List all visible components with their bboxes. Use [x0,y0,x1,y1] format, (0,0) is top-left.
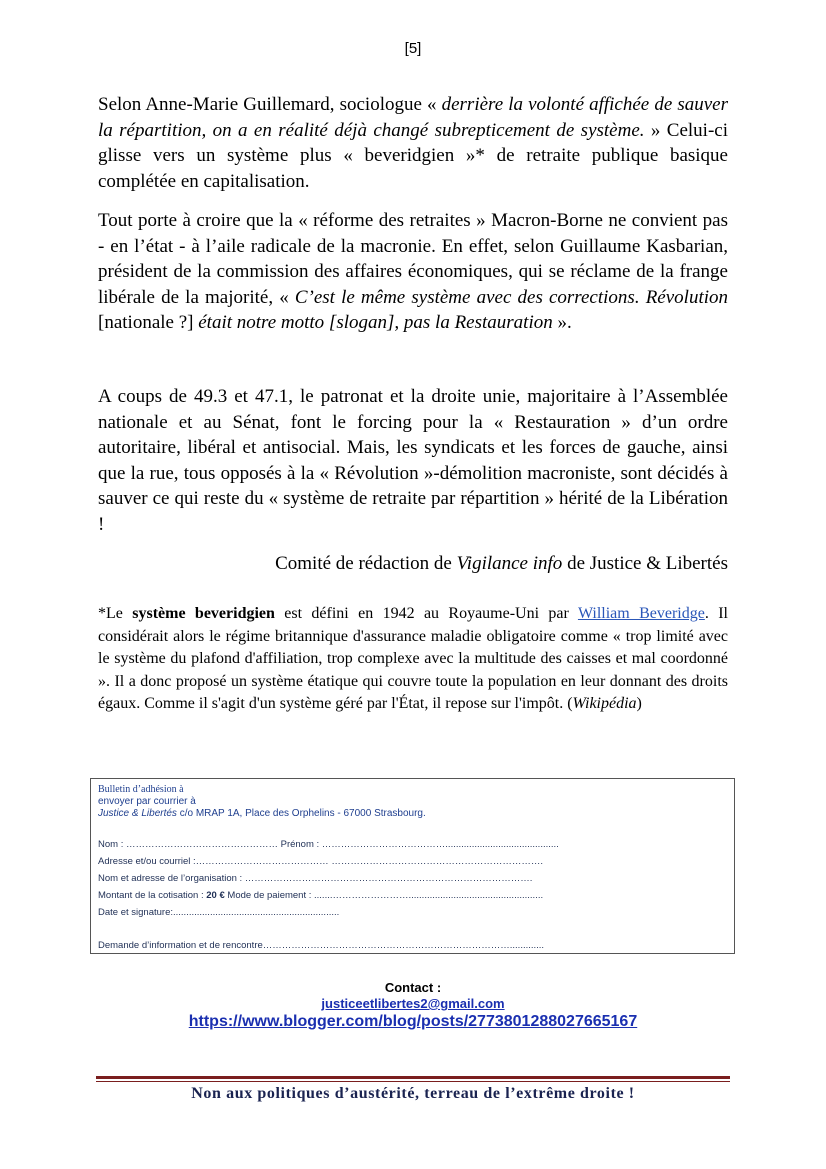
footnote-le: Le [106,605,133,622]
signature-publication: Vigilance info [456,553,563,574]
p1-text-a: Selon Anne-Marie Guillemard, sociologue « [98,94,442,115]
form-title: Bulletin d’adhésion à [98,784,184,795]
footnote-term: système beveridgien [132,605,275,622]
p2-quote-1: C’est le même système avec des corrections. Révolution [294,286,729,308]
form-name-line[interactable]: Nom : ………………………………………… Prénom : …………………………………........................................... [98,839,559,850]
form-fee-label: Montant de la cotisation : [98,890,207,901]
p2-text-e: ». [552,312,572,333]
signature [98,551,728,576]
form-fee-value: 20 € [206,890,225,901]
footer-rule-thin [96,1081,730,1082]
p1-quote: derrière la volonté affichée de sauver la répartition, on a en réalité déjà changé subrepticement de système. [98,94,728,141]
form-send: envoyer par courrier à [98,796,196,807]
p1-text-c: » Celui-ci glisse vers un système plus « beveridgien »* de retraite publique basique complétée en capitalisation. [98,119,728,192]
form-date-line[interactable]: Date et signature:............................................................... [98,907,340,918]
form-org-name: Justice & Libertés [98,808,177,819]
beveridge-link[interactable]: William Beveridge [577,605,705,622]
footnote-source: Wikipédia [572,695,637,712]
form-address [98,808,727,820]
p2-quote-2: était notre motto [slogan], pas la Restauration [198,312,553,333]
paragraph-3: A coups de 49.3 et 47.1, le patronat et la droite unie, majoritaire à l’Assemblée nationale et au Sénat, font le forcing pour la « Restauration » d’un ordre autoritaire, libéral et antisocial. Mais, les syndicats et les forces de gauche, ainsi que la rue, tous opposés à la « Révolution »-démolition macroniste, sont décidés à sauver ce qui reste du « système de retraite par répartition » hérité de la Libération ! [98,386,728,535]
footnote-star: * [98,605,106,622]
signature-text-c: de Justice & Libertés [562,553,728,574]
paragraph-2 [98,208,728,336]
form-organisation-line[interactable]: Nom et adresse de l’organisation : ………………………………………………………………………………. [98,873,533,884]
contact-title: Contact : [384,980,442,995]
p2-text-a: Tout porte à croire que la « réforme des retraites » Macron-Borne ne convient pas - en l’état - à l’aile radicale de la macronie. En effet, selon Guillaume Kasbarian, président de la commission des affaires économiques, qui se réclame de la frange libérale de la majorité, « [98,210,728,308]
footer-slogan: Non aux politiques d’austérité, terreau de l’extrême droite ! [191,1085,635,1102]
paragraph-1 [98,92,728,194]
signature-text-a: Comité de rédaction de [275,553,457,574]
form-address-line[interactable]: Adresse et/ou courriel :…………………………………… …………………………………………………………. [98,856,543,867]
footnote-text-a: est défini en 1942 au Royaume-Uni par [274,605,578,622]
membership-form [90,778,735,954]
form-payment-line[interactable]: Mode de paiement : .......……………………................................................... [224,890,544,901]
contact-email-link[interactable]: justiceetlibertes2@gmail.com [321,996,505,1011]
blog-url-link[interactable]: https://www.blogger.com/blog/posts/2773801288027665167 [188,1013,638,1030]
form-postal-address: c/o MRAP 1A, Place des Orphelins - 67000 Strasbourg. [176,808,426,819]
footnote-text-b: . Il considérait alors le régime britannique d'assurance maladie obligatoire comme « trop limité avec le système du plafond d'affiliation, trop complexe avec la multitude des caisses et mal coordonné ». Il a donc proposé un système étatique qui couvre toute la population en leur donnant des droits égaux. Comme il s'agit d'un système géré par l'État, il repose sur l'impôt. ( [98,605,728,712]
footnote [98,603,728,716]
form-fee-line[interactable] [98,890,543,901]
p2-text-c: [nationale ?] [98,312,199,333]
form-request-line[interactable]: Demande d’information et de rencontre……………………………………………………………………............. [98,940,545,951]
footnote-text-c: ) [636,695,642,712]
footer-rule-thick [96,1076,730,1079]
page-number: [5] [404,40,422,57]
